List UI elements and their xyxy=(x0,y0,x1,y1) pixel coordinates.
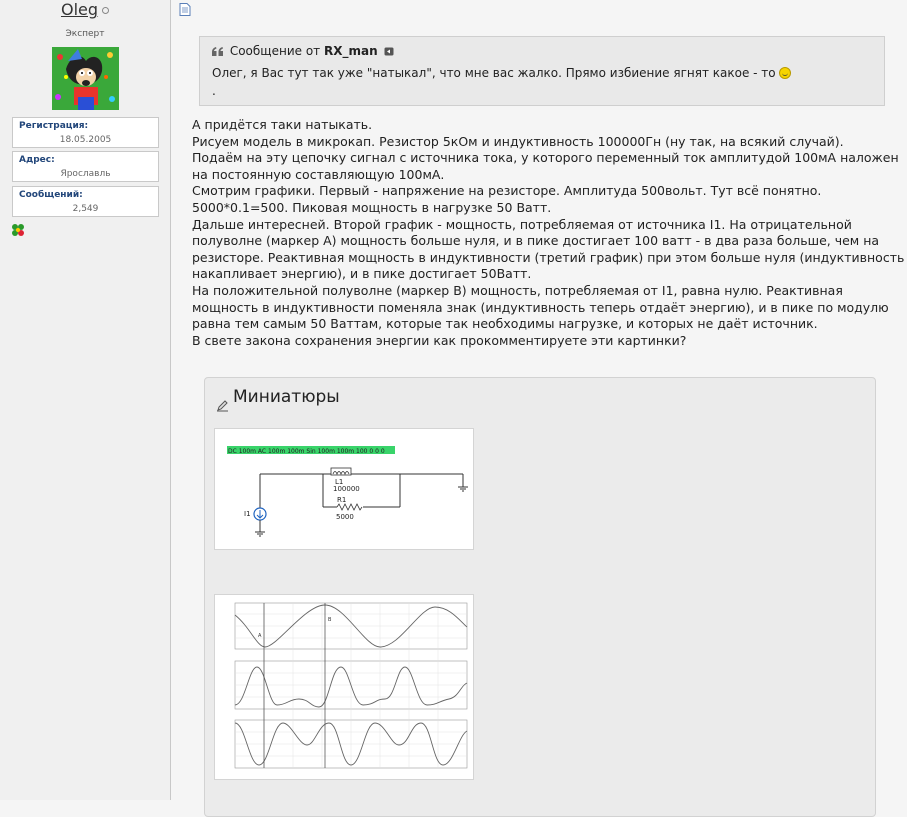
view-post-icon[interactable] xyxy=(384,47,394,56)
user-title: Эксперт xyxy=(65,29,105,39)
resistor-name: R1 xyxy=(337,496,347,504)
quote-block xyxy=(199,36,885,106)
address-label: Адрес: xyxy=(19,155,55,165)
quote-text xyxy=(212,66,791,80)
graph-image xyxy=(215,595,473,779)
post-line: на постоянную составляющую 100мА. xyxy=(192,166,445,182)
post-document-icon xyxy=(179,1,191,20)
post-line: накапливает энергию), и в пике достигает 50Ватт. xyxy=(192,266,532,282)
username-link[interactable]: Oleg xyxy=(60,0,99,19)
quote-prefix: Сообщение от xyxy=(229,44,321,58)
post-line: На положительной полуволне (маркер B) мощность, потребляемая от I1, равна нулю. Реактивная xyxy=(192,282,843,298)
post-line: Смотрим графики. Первый - напряжение на резисторе. Амплитуда 500вольт. Тут всё понятно. xyxy=(192,183,822,199)
marker-a-label: A xyxy=(258,633,262,639)
inductor-value: 100000 xyxy=(333,485,360,493)
resistor-value: 5000 xyxy=(336,513,354,521)
post-line: полуволне (маркер A) мощность больше нуля, и в пике достигает 100 ватт - в два раза больше, чем на xyxy=(192,233,880,249)
posts-value: 2,549 xyxy=(72,204,99,214)
attachments-panel xyxy=(204,377,876,817)
inductor-name: L1 xyxy=(335,478,344,486)
reputation-icon[interactable] xyxy=(11,222,25,241)
pencil-icon xyxy=(216,397,229,416)
quote-tail: . xyxy=(212,84,216,98)
registration-value: 18.05.2005 xyxy=(59,135,112,145)
address-box xyxy=(12,151,159,182)
graph-thumbnail[interactable] xyxy=(214,594,474,780)
quote-header xyxy=(212,44,394,58)
source-name: I1 xyxy=(244,510,251,518)
schematic-thumbnail[interactable] xyxy=(214,428,474,550)
registration-box xyxy=(12,117,159,148)
quote-author: RX_man xyxy=(323,44,378,58)
marker-b-label: B xyxy=(328,617,332,623)
registration-label: Регистрация: xyxy=(19,121,89,131)
attachments-title: Миниатюры xyxy=(233,387,340,407)
post-line: А придётся таки натыкать. xyxy=(192,117,373,132)
avatar[interactable] xyxy=(52,47,119,110)
post-line: 5000*0.1=500. Пиковая мощность в нагрузке 50 Ватт. xyxy=(192,199,552,215)
quote-message: Олег, я Вас тут так уже "натыкал", что мне вас жалко. Прямо избиение ягнят какое - то xyxy=(212,66,776,80)
schematic-image xyxy=(215,429,473,549)
quote-icon xyxy=(212,47,224,56)
post-line: Дальше интересней. Второй график - мощность, потребляемая от источника I1. На отрицательной xyxy=(192,216,852,232)
post-line: мощность в индуктивности поменяла знак (индуктивность теперь отдаёт энергию), и в пике по модулю xyxy=(192,299,889,315)
user-sidebar xyxy=(0,0,171,800)
post-line: В свете закона сохранения энергии как прокомментируете эти картинки? xyxy=(192,332,687,348)
goofy-avatar-icon xyxy=(52,47,119,110)
posts-label: Сообщений: xyxy=(19,190,83,200)
post-line: Рисуем модель в микрокап. Резистор 5кОм и индуктивность 100000Гн (ну так, на всякий случай). xyxy=(192,133,844,149)
post-body xyxy=(192,117,905,349)
post-line: равна тем самым 50 Ваттам, которые так необходимы нагрузке, и которых не даёт источник. xyxy=(192,316,818,332)
offline-status-icon xyxy=(102,7,109,14)
posts-box xyxy=(12,186,159,217)
post-line: Подаём на эту цепочку сигнал с источника тока, у которого переменный ток амплитудой 100мА наложен xyxy=(192,150,899,166)
username xyxy=(0,0,170,19)
post-line: резисторе. Реактивная мощность в индуктивности (третий график) при этом больше нуля (индуктивность xyxy=(192,249,905,265)
address-value: Ярославль xyxy=(60,169,111,179)
source-label: DC 100m AC 100m 100m Sin 100m 100m 100 0 0 0 xyxy=(228,448,385,455)
smiley-icon xyxy=(779,67,791,79)
